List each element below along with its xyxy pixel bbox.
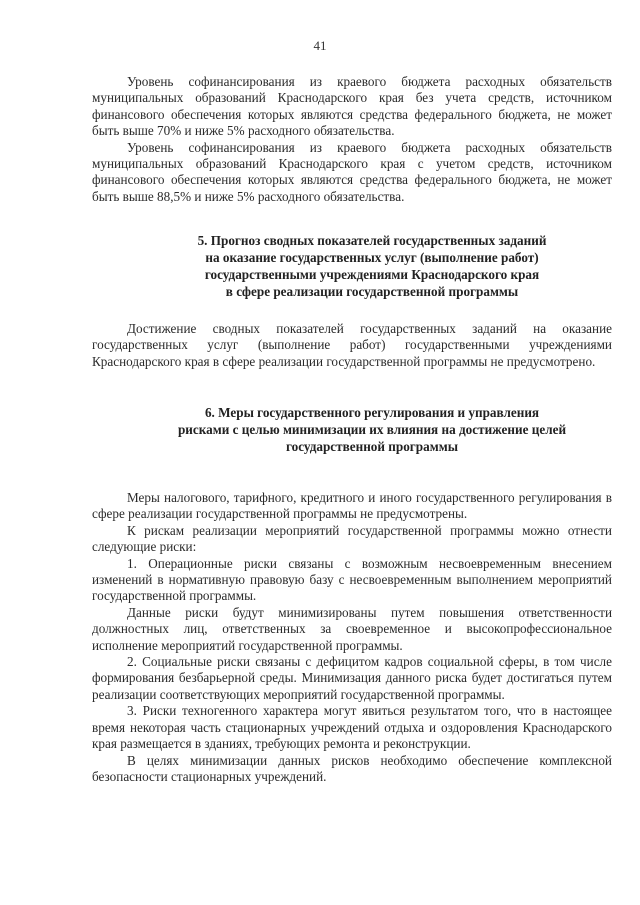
section-6-text [92, 490, 612, 785]
heading-line: 5. Прогноз сводных показателей государственных заданий [197, 233, 547, 248]
section-6-heading [92, 404, 640, 455]
page-number: 41 [313, 38, 327, 53]
paragraph: 1. Операционные риски связаны с возможным несвоевременным внесением изменений в нормативную правовую базу с несвоевременным выполнением мероприятий государственной программы. [92, 555, 612, 604]
paragraph: В целях минимизации данных рисков необходимо обеспечение комплексной безопасности стационарных учреждений. [92, 752, 612, 784]
section-5-heading [92, 232, 640, 300]
paragraph: Меры налогового, тарифного, кредитного и иного государственного регулирования в сфере реализации государственной программы не предусмотрены. [92, 490, 612, 522]
paragraph: Уровень софинансирования из краевого бюджета расходных обязательств муниципальных образований Краснодарского края без учета средств, источником финансового обеспечения которых являются средства федерального бюджета, не может быть выше 70% и ниже 5% расходного обязательства. [92, 74, 612, 139]
paragraph: Данные риски будут минимизированы путем повышения ответственности должностных лиц, ответственных за своевременное и высокопрофессиональное исполнение мероприятий государственной программы. [92, 604, 612, 653]
section-5-text [92, 321, 612, 370]
paragraph: 2. Социальные риски связаны с дефицитом кадров социальной сферы, в том числе формирования безбарьерной среды. Минимизация данного риска будет достигаться путем реализации соответствующих мероприятий государственной программы. [92, 654, 612, 702]
heading-line: государственной программы [286, 439, 458, 454]
heading-line: рисками с целью минимизации их влияния на достижение целей [177, 422, 567, 437]
heading-line: 6. Меры государственного регулирования и управления [204, 405, 540, 420]
paragraph: Уровень софинансирования из краевого бюджета расходных обязательств муниципальных образований Краснодарского края с учетом средств, источником финансового обеспечения которых являются средства федерального бюджета, не может быть выше 88,5% и ниже 5% расходного обязательства. [92, 139, 612, 204]
intro-text [92, 74, 612, 205]
heading-line: на оказание государственных услуг (выполнение работ) [205, 250, 539, 265]
paragraph: 3. Риски техногенного характера могут явиться результатом того, что в настоящее время некоторая часть стационарных учреждений отдыха и оздоровления Краснодарского края размещается в зданиях, требующих ремонта и реконструкции. [92, 703, 612, 752]
heading-line: в сфере реализации государственной программы [225, 284, 519, 299]
paragraph: К рискам реализации мероприятий государственной программы можно отнести следующие риски: [92, 522, 612, 555]
heading-line: государственными учреждениями Краснодарского края [204, 267, 540, 282]
paragraph: Достижение сводных показателей государственных заданий на оказание государственных услуг (выполнение работ) государственными учреждениями Краснодарского края в сфере реализации государственной программы не предусмотрено. [92, 321, 612, 369]
